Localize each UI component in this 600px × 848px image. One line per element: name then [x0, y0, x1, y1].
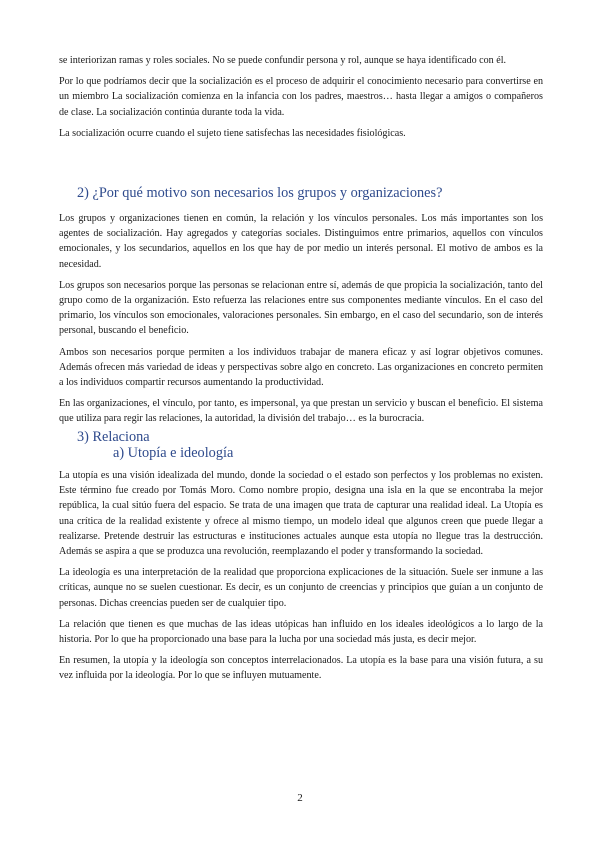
section-3-heading: 3) Relaciona — [77, 429, 150, 445]
section-2-body — [59, 211, 543, 433]
section-3-paragraph-1: La utopía es una visión idealizada del mundo, donde la sociedad o el estado son perfectos y los problemas no existen. Este término fue creado por Tomás Moro. Como nombre propio, designa una isla en la que se encontraba la mejor república, la cual sitúo fuera del espacio. Se trata de una imagen que trata de capturar una realidad ideal. La Utopía es una crítica de la realidad existente y ofrece al mismo tiempo, un modelo ideal que algunos creen que puede llegar a realizarse. Pretende destruir las estructuras e instituciones actuales aunque esta utopía no llegue tras la destrucción. Además se aspira a que se produzca una revolución, reemplazando el poder y transformando la sociedad. — [59, 470, 543, 558]
intro-paragraph-2: Por lo que podríamos decir que la socialización es el proceso de adquirir el conocimiento necesario para convertirse en un miembro La socialización comienza en la infancia con los padres, maestros… hasta llegar a amigos o compañeros de clase. La socialización continúa durante toda la vida. — [59, 76, 543, 118]
intro-paragraph-3: La socialización ocurre cuando el sujeto tiene satisfechas las necesidades fisiológicas. — [59, 127, 406, 139]
section-3-paragraph-2: La ideología es una interpretación de la realidad que proporciona explicaciones de la situación. Suele ser inmune a las críticas, aunque no se suelen cuestionar. Es decir, es un conjunto de creencias y principios que guían a un conjunto de personas. Dichas creencias pueden ser de cualquier tipo. — [59, 567, 543, 609]
document-page — [59, 53, 543, 682]
section-3a-subheading: a) Utopía e ideología — [113, 445, 234, 461]
section-3-paragraph-3: La relación que tienen es que muchas de las ideas utópicas han influido en los ideales ideológicos a lo largo de la historia. Por lo que ha proporcionado una base para la lucha por una sociedad más justa, es decir mejor. — [59, 618, 543, 646]
section-2-paragraph-3: Ambos son necesarios porque permiten a los individuos trabajar de manera eficaz y así lograr objetivos comunes. Además ofrecen más variedad de ideas y perspectivas sobre algo en concreto. Las organizaciones en concreto permiten a los individuos compartir recursos aumentando la productividad. — [59, 346, 543, 389]
section-2-paragraph-4: En las organizaciones, el vínculo, por tanto, es impersonal, ya que prestan un servicio y buscan el beneficio. El sistema que utiliza para regir las relaciones, la autoridad, la división del trabajo… es la burocracia. — [59, 398, 543, 425]
section-2-heading: 2) ¿Por qué motivo son necesarios los grupos y organizaciones? — [77, 185, 443, 201]
intro-paragraph-1: se interiorizan ramas y roles sociales. No se puede confundir persona y rol, aunque se haya identificado con él. — [59, 55, 507, 66]
section-3-body — [59, 468, 543, 690]
intro-block — [59, 53, 543, 141]
section-3-paragraph-4: En resumen, la utopía y la ideología son conceptos interrelacionados. La utopía es la base para una visión futura, a su vez influida por la ideología. Por lo que se influyen mutuamente. — [59, 655, 543, 682]
page-number: 2 — [297, 792, 303, 804]
section-2-paragraph-2: Los grupos son necesarios porque las personas se relacionan entre sí, además de que propicia la socialización, tanto del grupo como de la organización. Esto refuerza las relaciones entre sus componentes mediante vínculos. En el caso del primario, los vínculos son emocionales, valoraciones personales. Sin embargo, en el caso del secundario, son de interés personal, buscando el beneficio. — [59, 279, 543, 337]
section-2-paragraph-1: Los grupos y organizaciones tienen en común, la relación y los vínculos personales. Los más importantes son los agentes de socialización. Hay agregados y categorías sociales. Distinguimos entre primarios, aquellos con vínculos emocionales, y los secundarios, aquellos en los que hay de por medio un interés personal. El motivo de ambos es la necesidad. — [59, 213, 543, 270]
